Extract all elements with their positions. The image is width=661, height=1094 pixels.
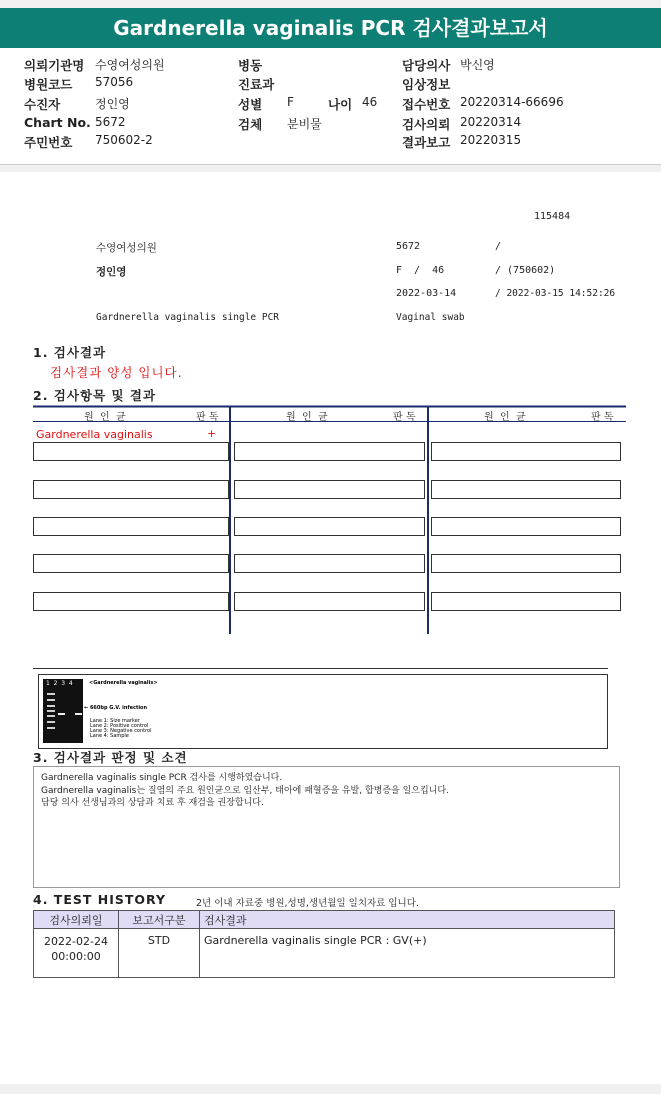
marker-band (47, 699, 55, 701)
sex-value: F (287, 95, 294, 109)
gel-legend-1: Lane 1: Size marker (90, 718, 140, 724)
section4-heading: 4. TEST HISTORY (33, 892, 167, 907)
request-label: 검사의뢰 (402, 117, 451, 132)
marker-band (47, 715, 55, 717)
patient-name: 정인영 (96, 266, 127, 278)
col-pathogen-2: 원 인 균 (286, 412, 328, 423)
institution-value: 수영여성의원 (95, 58, 165, 72)
gel-image-panel (38, 674, 608, 749)
hospital-code-value: 57056 (95, 75, 134, 89)
result-cell (33, 592, 229, 611)
result-cell (234, 554, 425, 573)
gel-legend-2: Lane 2: Positive control (90, 723, 149, 729)
opinion-line: Gardnerella vaginalis single PCR 검사를 시행하였습니다. (41, 773, 283, 783)
specimen-value: 분비물 (287, 117, 322, 131)
history-col-type: 보고서구분 (119, 911, 200, 929)
marker-band (47, 727, 55, 729)
section1-heading: 1. 검사결과 (33, 345, 107, 360)
resident-value: 750602-2 (95, 133, 153, 147)
result-cell (234, 517, 425, 536)
clinic-name: 수영여성의원 (96, 242, 157, 254)
col-pathogen-3: 원 인 균 (484, 412, 526, 423)
chart-label: Chart No. (24, 115, 91, 130)
separator-slash: / (495, 241, 502, 252)
doctor-label: 담당의사 (402, 58, 451, 73)
gel-band-label: ← 660bp G.V. infection (84, 705, 148, 711)
result-cell (431, 480, 621, 499)
gel-legend-3: Lane 3: Negative control (90, 728, 152, 734)
result-cell (431, 592, 621, 611)
col-judgement-2: 판 독 (393, 412, 416, 423)
result-cell (431, 517, 621, 536)
resident-label: 주민번호 (24, 135, 73, 150)
ward-label: 병동 (238, 58, 263, 73)
positive-result: 검사결과 양성 입니다. (50, 365, 183, 380)
gel-band-label-text: 660bp G.V. infection (89, 705, 148, 711)
hospital-code-label: 병원코드 (24, 77, 73, 92)
history-col-date: 검사의뢰일 (34, 911, 119, 929)
marker-band (47, 710, 55, 712)
chart-no: 5672 (396, 241, 421, 252)
result-cell (431, 554, 621, 573)
institution-label: 의뢰기관명 (24, 58, 85, 73)
history-date-day: 2022-02-24 (44, 935, 108, 948)
result-cell (234, 592, 425, 611)
gel-top-rule (33, 668, 608, 669)
history-note: 2년 이내 자료중 병원,성명,생년월일 일치자료 입니다. (196, 898, 419, 909)
test-name: Gardnerella vaginalis single PCR (96, 312, 280, 323)
specimen-label: 검체 (238, 117, 263, 132)
receipt-label: 접수번호 (402, 97, 451, 112)
report-datetime: / 2022-03-15 14:52:26 (495, 288, 616, 299)
patient-label: 수진자 (24, 97, 61, 112)
clinical-label: 임상정보 (402, 77, 451, 92)
positive-control-band (58, 713, 65, 715)
opinion-line: 담당 의사 선생님과의 상담과 치료 후 재검을 권장합니다. (41, 798, 264, 808)
patient-value: 정인영 (95, 97, 130, 111)
col-judgement-3: 판 독 (591, 412, 614, 423)
sample-band (75, 713, 82, 715)
opinion-line: Gardnerella vaginalis는 질염의 주요 원인균으로 임산부, 태아에 패혈증을 유발, 합병증을 일으킵니다. (41, 785, 449, 796)
history-date-time: 00:00:00 (51, 950, 101, 963)
history-result: Gardnerella vaginalis single PCR : GV(+) (200, 929, 615, 978)
marker-band (47, 705, 55, 707)
marker-band (47, 721, 55, 723)
sex-label: 성별 (238, 97, 263, 112)
pathogen-gardnerella: Gardnerella vaginalis (36, 428, 153, 441)
gel-legend-4: Lane 4: Sample (90, 733, 129, 739)
opinion-text (41, 772, 449, 810)
result-cell (431, 442, 621, 461)
report-value: 20220315 (460, 133, 522, 147)
section2-heading: 2. 검사항목 및 결과 (33, 388, 157, 403)
judgement-positive: + (207, 427, 217, 440)
result-cell (234, 480, 425, 499)
marker-band (47, 693, 55, 695)
request-date: 2022-03-14 (396, 288, 457, 299)
gel-electrophoresis-image (43, 679, 83, 743)
birth-date: / (750602) (495, 265, 556, 276)
specimen-type: Vaginal swab (396, 312, 465, 323)
table-row (34, 929, 615, 978)
history-header-row (34, 911, 615, 929)
result-cell (234, 442, 425, 461)
result-cell (33, 554, 229, 573)
receipt-value: 20220314-66696 (460, 95, 564, 109)
section3-heading: 3. 검사결과 판정 및 소견 (33, 750, 188, 765)
gel-title: <Gardnerella vaginalis> (89, 680, 158, 686)
doctor-value: 박신영 (460, 58, 495, 72)
dept-label: 진료과 (238, 77, 275, 92)
gel-lane-numbers: 1 2 3 4 (46, 680, 73, 687)
result-cell (33, 442, 229, 461)
col-pathogen-1: 원 인 균 (84, 412, 126, 423)
request-value: 20220314 (460, 115, 522, 129)
report-label: 결과보고 (402, 135, 451, 150)
patient-header (0, 48, 661, 165)
doc-number: 115484 (534, 211, 571, 222)
history-col-result: 검사결과 (200, 911, 615, 929)
age-value: 46 (362, 95, 378, 109)
result-cell (33, 517, 229, 536)
col-judgement-1: 판 독 (196, 412, 219, 423)
result-cell (33, 480, 229, 499)
age-label: 나이 (328, 97, 353, 112)
report-title: Gardnerella vaginalis PCR 검사결과보고서 (0, 8, 661, 48)
chart-value: 5672 (95, 115, 126, 129)
history-date (34, 929, 119, 978)
history-table (33, 910, 615, 978)
history-type: STD (119, 929, 200, 978)
opinion-box (33, 766, 620, 888)
sex-age: F / 46 (396, 265, 445, 276)
